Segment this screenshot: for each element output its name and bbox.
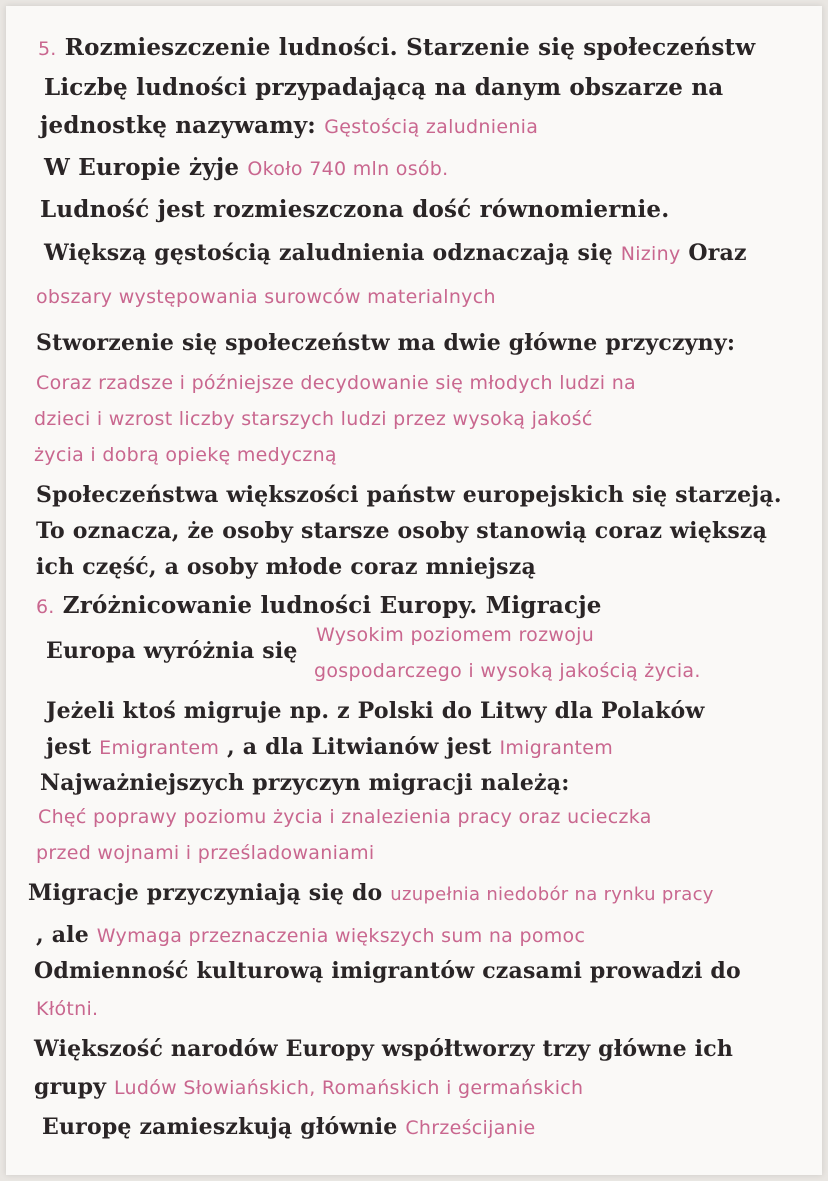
s5-line-5-text: Większą gęstością zaludnienia odznaczają się [44,240,613,266]
s6-line-7-answer: uzupełnia niedobór na rynku pracy [390,884,714,905]
s5-line-6-answer: obszary występowania surowców materialnych [36,286,496,308]
s6-line-8 [36,922,585,948]
s5-line-12: To oznacza, że osoby starsze osoby stanowią coraz większą [36,518,768,544]
section-5-title: Rozmieszczenie ludności. Starzenie się społeczeństw [64,34,756,61]
s6-line-13-answer: Chrześcijanie [405,1117,536,1139]
s5-line-3-text: W Europie żyje [44,154,240,181]
section-5-number: 5. [38,38,57,60]
s5-line-2 [40,112,538,139]
s5-line-5-tail: Oraz [688,240,747,266]
section-6-title: Zróżnicowanie ludności Europy. Migracje [62,592,602,619]
notebook-page [6,6,822,1175]
s6-line-3-text-b: , a dla Litwianów jest [227,734,492,760]
s5-line-2-answer: Gęstością zaludnienia [324,116,539,138]
s5-line-10-answer: życia i dobrą opiekę medyczną [34,444,337,466]
s5-line-13: ich część, a osoby młode coraz mniejszą [36,554,536,580]
s6-line-7 [28,880,714,906]
s6-line-12-answer: Ludów Słowiańskich, Romańskich i germańskich [114,1077,584,1099]
section-5-heading [38,34,755,61]
s6-line-10-answer: Kłótni. [36,998,99,1020]
s5-line-2-text: jednostkę nazywamy: [40,112,316,139]
s5-line-4: Ludność jest rozmieszczona dość równomiernie. [40,196,670,223]
s5-line-5-answer: Niziny [620,243,681,265]
s6-line-3 [46,734,613,760]
s6-line-3-answer-b: Imigrantem [499,737,614,759]
s6-line-6-answer: przed wojnami i prześladowaniami [36,842,375,864]
s6-line-3-answer-a: Emigrantem [99,737,220,759]
s6-line-12-text: grupy [34,1074,107,1100]
s6-line-8-answer: Wymaga przeznaczenia większych sum na pomoc [96,925,586,947]
s5-line-9-answer: dzieci i wzrost liczby starszych ludzi przez wysoką jakość [34,408,593,430]
s6-line-1-answer-b: gospodarczego i wysoką jakością życia. [314,660,701,682]
s6-line-1-text: Europa wyróżnia się [46,638,298,664]
s5-line-3-answer: Około 740 mln osób. [247,158,449,180]
s6-line-2: Jeżeli ktoś migruje np. z Polski do Litwy dla Polaków [46,698,705,724]
section-6-number: 6. [36,596,55,618]
s5-line-3 [44,154,449,181]
s5-line-11: Społeczeństwa większości państw europejskich się starzeją. [36,482,782,508]
section-6-heading [36,592,602,619]
s6-line-11: Większość narodów Europy współtworzy trzy główne ich [34,1036,734,1062]
s6-line-8-text: , ale [36,922,89,948]
s6-line-13-text: Europę zamieszkują głównie [42,1114,398,1140]
s6-line-4: Najważniejszych przyczyn migracji należą: [40,770,570,796]
s6-line-12 [34,1074,583,1100]
s5-line-5 [44,240,747,266]
s5-line-1: Liczbę ludności przypadającą na danym obszarze na [44,74,724,101]
s5-line-8-answer: Coraz rzadsze i późniejsze decydowanie się młodych ludzi na [36,372,637,394]
s6-line-1-answer-a: Wysokim poziomem rozwoju [316,624,595,646]
s6-line-7-text: Migracje przyczyniają się do [28,880,383,906]
s6-line-9: Odmienność kulturową imigrantów czasami prowadzi do [34,958,741,984]
s6-line-3-text-a: jest [46,734,92,760]
s6-line-13 [42,1114,536,1140]
s5-line-7: Stworzenie się społeczeństw ma dwie główne przyczyny: [36,330,736,356]
s6-line-5-answer: Chęć poprawy poziomu życia i znalezienia pracy oraz ucieczka [38,806,652,828]
